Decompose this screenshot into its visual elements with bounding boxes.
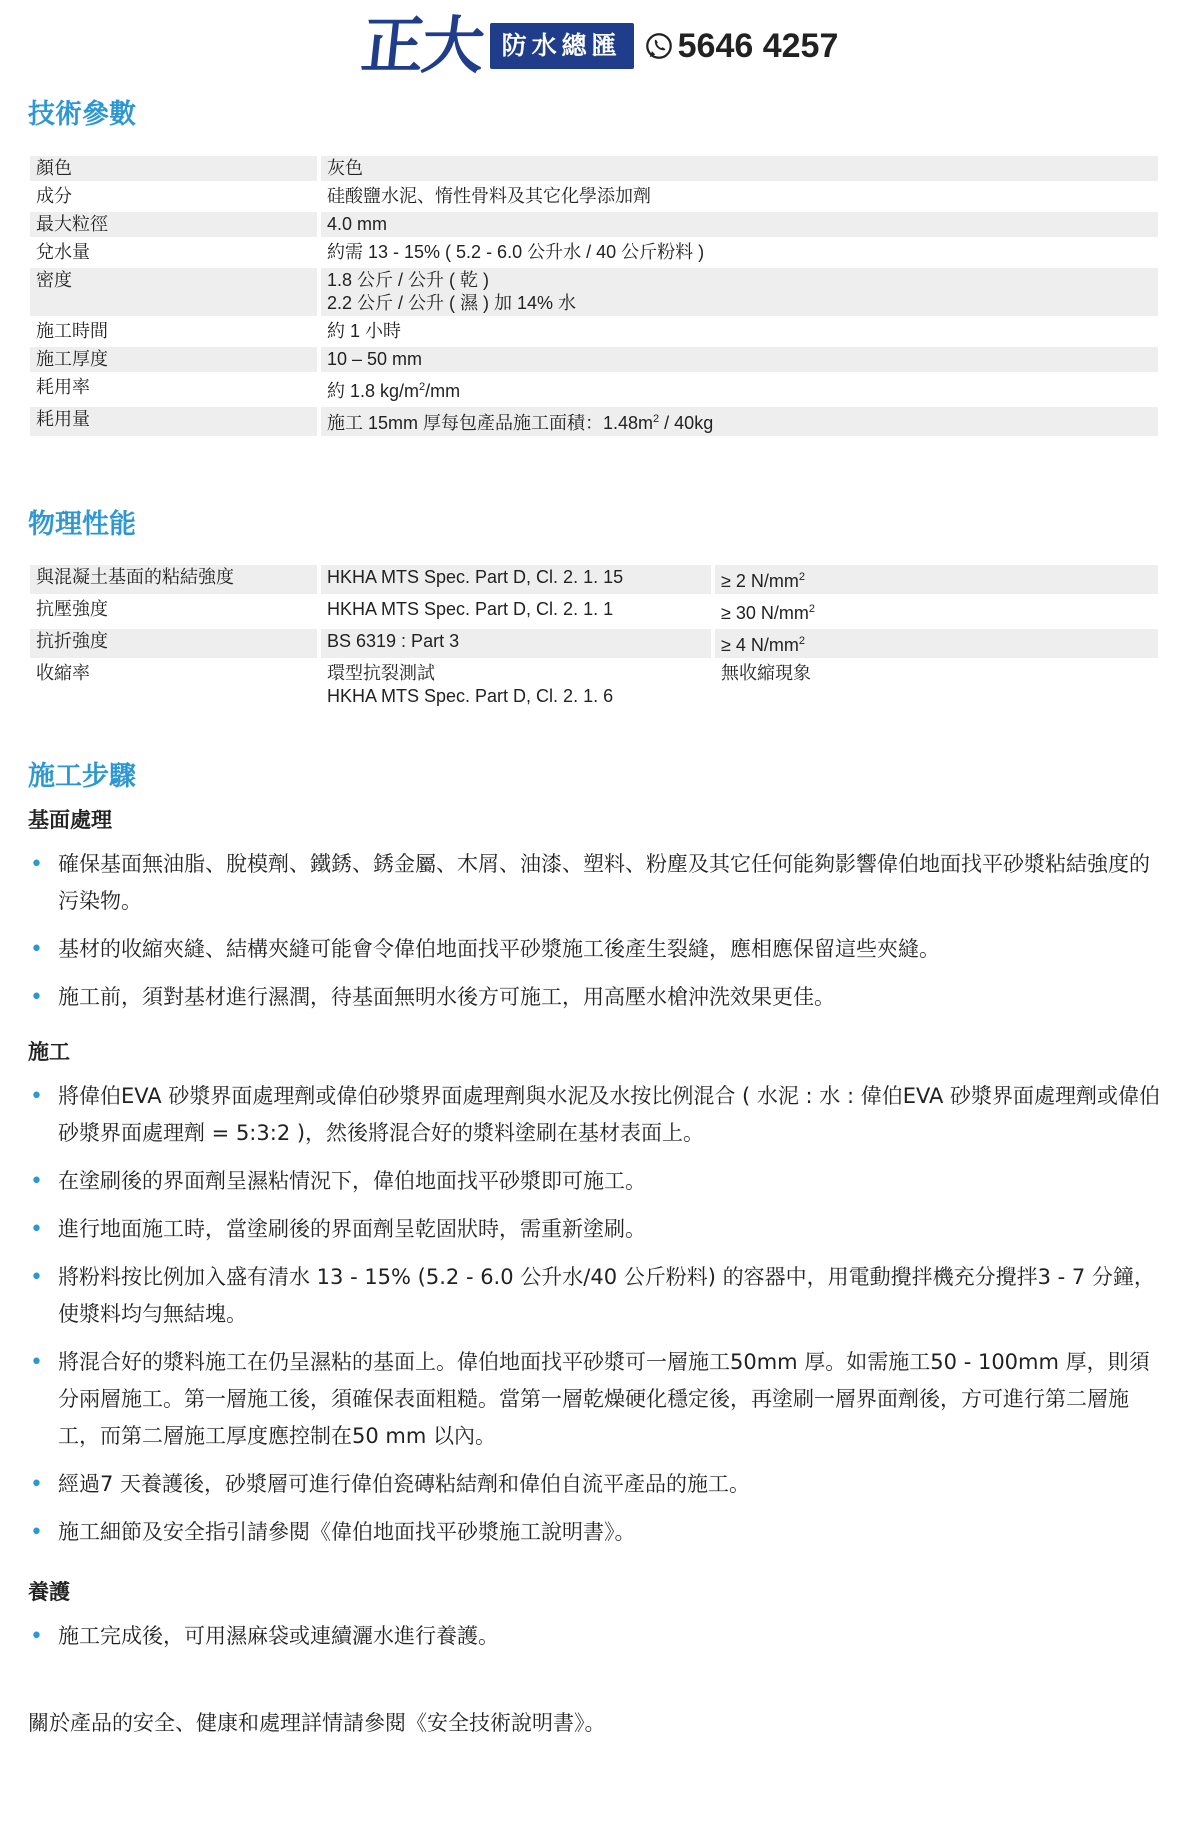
param-label: 成分 xyxy=(36,186,72,206)
param-value: 約 1.8 $kg/m^2/mm$ xyxy=(327,381,461,401)
physical-properties-title: 物理性能 xyxy=(28,509,136,540)
superscript: 2 xyxy=(419,381,426,393)
list-item xyxy=(28,979,1168,1016)
property-name: 收縮率 xyxy=(36,663,90,683)
param-label: 耗用量 xyxy=(30,407,317,436)
list-item xyxy=(28,1514,1168,1551)
table-row xyxy=(30,375,1158,404)
param-label: 施工時間 xyxy=(36,321,108,341)
table-row xyxy=(30,319,1158,344)
list-item-text: 將粉料按比例加入盛有清水 13 - 15% (5.2 - 6.0 公升水/40 公斤粉料) 的容器中，用電動攪拌機充分攪拌3 - 7 分鐘，使漿料均勻無結塊。 xyxy=(58,1265,1155,1326)
table-row xyxy=(30,184,1158,209)
table-row xyxy=(30,629,1158,658)
list-item xyxy=(28,1259,1168,1333)
table-row xyxy=(30,268,1158,316)
param-label: 兌水量 xyxy=(36,242,90,262)
table-row xyxy=(30,597,1158,626)
list-item-text: 施工完成後，可用濕麻袋或連續灑水進行養護。 xyxy=(58,1624,499,1648)
list-item xyxy=(28,1211,1168,1248)
test-result: ≥ 4 $N/mm^2$ xyxy=(715,629,1158,658)
bullet-icon: • xyxy=(30,1265,43,1290)
bullet-icon: • xyxy=(30,1169,43,1194)
safety-note: 關於產品的安全、健康和處理詳情請參閱《安全技術說明書》。 xyxy=(28,1711,606,1735)
list-item-text: 基材的收縮夾縫、結構夾縫可能會令偉伯地面找平砂漿施工後產生裂縫，應相應保留這些夾縫。 xyxy=(58,937,940,961)
superscript: 2 xyxy=(798,571,806,583)
param-value: 硅酸鹽水泥、惰性骨料及其它化學添加劑 xyxy=(327,186,651,206)
list-item xyxy=(28,1618,1168,1655)
procedure-title: 施工步驟 xyxy=(28,761,136,792)
test-result: ≥ 2 $N/mm^2$ xyxy=(715,565,1158,594)
param-value: 施工 15mm 厚每包產品施工面積：$1.48m^2 / 40kg$ xyxy=(321,407,1158,436)
table-row xyxy=(30,347,1158,372)
superscript: 2 xyxy=(808,603,816,615)
list-item-text: 將偉伯EVA 砂漿界面處理劑或偉伯砂漿界面處理劑與水泥及水按比例混合 ( 水泥 : 水 : 偉伯EVA 砂漿界面處理劑或偉伯砂漿界面處理劑 = 5:3:2 )，然後將混合好的漿料塗刷在基材表面上。 xyxy=(58,1084,1161,1145)
phone-contact[interactable] xyxy=(644,27,839,66)
table-row xyxy=(30,407,1158,436)
bullet-icon: • xyxy=(30,1624,43,1649)
bullet-icon: • xyxy=(30,1217,43,1242)
test-result: ≥ 30 $N/mm^2$ xyxy=(721,603,816,623)
param-label: 耗用率 xyxy=(36,377,90,397)
table-row xyxy=(30,565,1158,594)
list-item-text: 在塗刷後的界面劑呈濕粘情況下，偉伯地面找平砂漿即可施工。 xyxy=(58,1169,646,1193)
list-item-text: 施工細節及安全指引請參閱《偉伯地面找平砂漿施工說明書》。 xyxy=(58,1520,636,1544)
substrate-list xyxy=(28,846,1168,1027)
technical-params-table xyxy=(26,153,1162,439)
list-item-text: 經過7 天養護後，砂漿層可進行偉伯瓷磚粘結劑和偉伯自流平產品的施工。 xyxy=(58,1472,751,1496)
bullet-icon: • xyxy=(30,1472,43,1497)
test-method: BS 6319 : Part 3 xyxy=(321,629,711,658)
test-result: 無收縮現象 xyxy=(721,663,811,683)
list-item-text: 確保基面無油脂、脫模劑、鐵銹、銹金屬、木屑、油漆、塑料、粉塵及其它任何能夠影響偉伯地面找平砂漿粘結強度的污染物。 xyxy=(58,852,1150,913)
param-label: 最大粒徑 xyxy=(30,212,317,237)
param-value: 約需 13 - 15% ( 5.2 - 6.0 公升水 / 40 公斤粉料 ) xyxy=(327,242,705,262)
list-item xyxy=(28,1466,1168,1503)
bullet-icon: • xyxy=(30,852,43,877)
table-row xyxy=(30,156,1158,181)
substrate-title: 基面處理 xyxy=(28,808,112,832)
bullet-icon: • xyxy=(30,985,43,1010)
table-row xyxy=(30,661,1158,709)
property-name: 與混凝土基面的粘結強度 xyxy=(30,565,317,594)
phone-number[interactable]: 5646 4257 xyxy=(677,26,839,65)
param-value: 約 1 小時 xyxy=(327,321,402,341)
superscript: 2 xyxy=(653,413,660,425)
whatsapp-icon xyxy=(644,31,674,61)
table-row xyxy=(30,212,1158,237)
param-value: 1.8 公斤 / 公升 ( 乾 ) 2.2 公斤 / 公升 ( 濕 ) 加 14% 水 xyxy=(321,268,1158,316)
table-row xyxy=(30,240,1158,265)
bullet-icon: • xyxy=(30,1350,43,1375)
list-item xyxy=(28,1078,1168,1152)
test-method: HKHA MTS Spec. Part D, Cl. 2. 1. 15 xyxy=(321,565,711,594)
application-list xyxy=(28,1078,1168,1562)
brand-logo: 正大 xyxy=(357,9,486,82)
list-item xyxy=(28,1163,1168,1200)
list-item xyxy=(28,846,1168,920)
list-item xyxy=(28,931,1168,968)
list-item xyxy=(28,1344,1168,1455)
bullet-icon: • xyxy=(30,1084,43,1109)
test-method: HKHA MTS Spec. Part D, Cl. 2. 1. 1 xyxy=(327,599,614,619)
param-label: 顏色 xyxy=(30,156,317,181)
list-item-text: 施工前，須對基材進行濕潤，待基面無明水後方可施工，用高壓水槍沖洗效果更佳。 xyxy=(58,985,835,1009)
curing-list xyxy=(28,1618,1168,1666)
property-name: 抗折強度 xyxy=(30,629,317,658)
physical-properties-table xyxy=(26,562,1162,712)
curing-title: 養護 xyxy=(28,1580,70,1604)
header xyxy=(0,6,1200,86)
application-title: 施工 xyxy=(28,1040,70,1064)
param-value: 10 – 50 mm xyxy=(321,347,1158,372)
brand-tagline: 防水總匯 xyxy=(490,23,634,69)
param-value: 4.0 mm xyxy=(321,212,1158,237)
param-label: 密度 xyxy=(30,268,317,316)
superscript: 2 xyxy=(798,635,806,647)
bullet-icon: • xyxy=(30,1520,43,1545)
param-label: 施工厚度 xyxy=(30,347,317,372)
param-value: 灰色 xyxy=(321,156,1158,181)
list-item-text: 進行地面施工時，當塗刷後的界面劑呈乾固狀時，需重新塗刷。 xyxy=(58,1217,646,1241)
list-item-text: 將混合好的漿料施工在仍呈濕粘的基面上。偉伯地面找平砂漿可一層施工50mm 厚。如需施工50 - 100mm 厚，則須分兩層施工。第一層施工後，須確保表面粗糙。當第一層乾燥硬化穩定後，再塗刷一層界面劑後，方可進行第二層施工，而第二層施工厚度應控制在50 mm 以內。 xyxy=(58,1350,1150,1448)
test-method: 環型抗裂測試 HKHA MTS Spec. Part D, Cl. 2. 1. 6 xyxy=(327,663,614,706)
bullet-icon: • xyxy=(30,937,43,962)
property-name: 抗壓強度 xyxy=(36,599,108,619)
technical-params-title: 技術參數 xyxy=(28,99,136,130)
